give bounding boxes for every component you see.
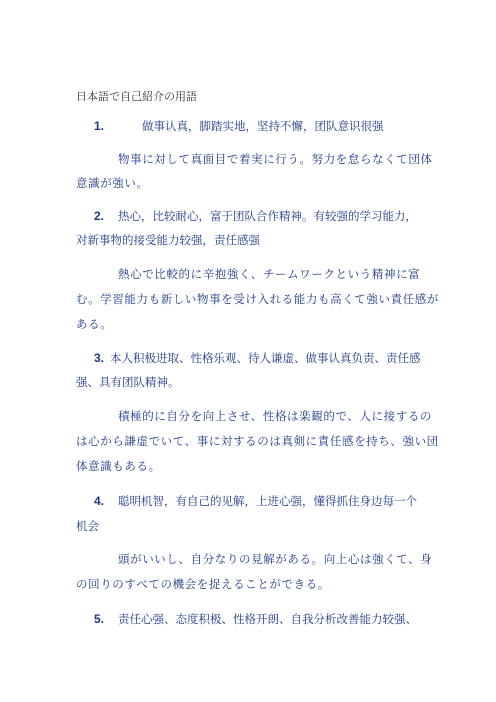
item-japanese-line: 物事に対して真面目で着実に行う。努力を怠らなくて団体 (118, 152, 433, 166)
item-number: 5. (94, 612, 105, 626)
document-title: 日本語で自己紹介の用語 (76, 90, 197, 103)
item-chinese-line: 对新事物的接受能力较强，责任感强 (76, 233, 260, 247)
item-japanese-line: ある。 (76, 317, 113, 331)
item-japanese-line: の回りのすべての機会を捉えることができる。 (76, 577, 330, 591)
item-japanese-line: 意識が強い。 (76, 176, 149, 190)
item-number: 1. (94, 119, 105, 133)
item-japanese-line: む。学習能力も新しい物事を受け入れる能力も高くて強い責任感が (76, 292, 439, 306)
item-chinese-line: 热心，比较耐心，富于团队合作精神。有较强的学习能力， (118, 209, 417, 223)
item-number: 4. (94, 494, 105, 508)
item-japanese-line: は心から謙虚でいて、事に対するのは真剣に責任感を持ち、強い団 (76, 434, 439, 448)
item-chinese-line: 机会 (76, 519, 99, 533)
item-japanese-line: 積極的に自分を向上させ、性格は楽観的で、人に接するの (118, 409, 433, 423)
item-japanese-line: 熱心で比較的に辛抱強く、チームワークという精神に富 (118, 267, 421, 281)
item-chinese-line: 责任心强、态度积极、性格开朗、自我分析改善能力较强、 (118, 612, 417, 626)
item-chinese-line: 本人积极进取、性格乐观、待人谦虚、做事认真负责、责任感 (110, 351, 421, 365)
item-chinese-line: 做事认真，脚踏实地，坚持不懈，团队意识很强 (142, 119, 384, 133)
item-japanese-line: 体意識もある。 (76, 459, 161, 473)
item-chinese-line: 聪明机智，有自己的见解，上进心强，懂得抓住身边每一个 (118, 494, 417, 508)
item-japanese-line: 頭がいいし、自分なりの見解がある。向上心は強くて、身 (118, 552, 433, 566)
item-number: 3. (94, 351, 105, 365)
item-chinese-line: 强、具有团队精神。 (76, 375, 180, 389)
item-number: 2. (94, 209, 105, 223)
